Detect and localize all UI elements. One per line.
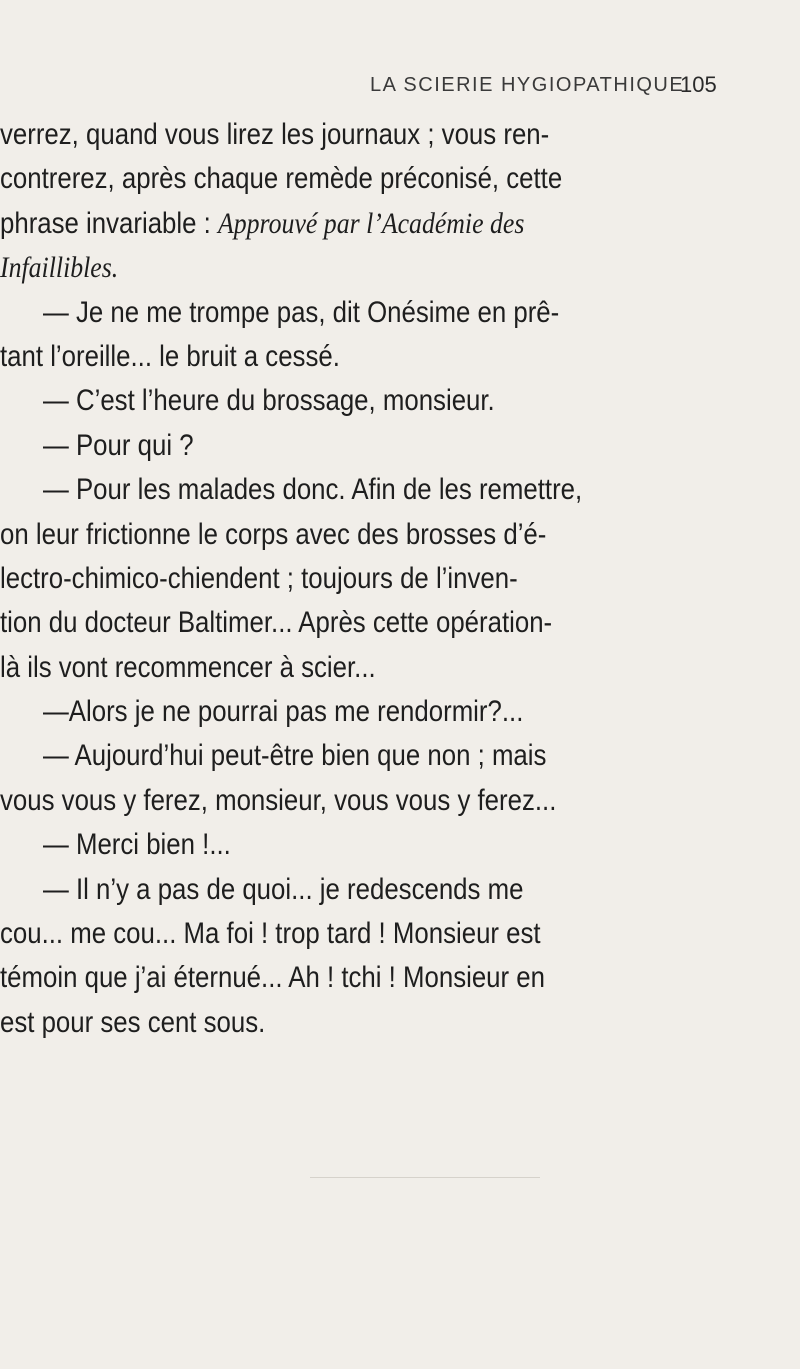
text-line: — Pour qui ? [43, 428, 194, 462]
running-title: LA SCIERIE HYGIOPATHIQUE [370, 74, 685, 96]
text-line: — Je ne me trompe pas, dit Onésime en prê- [43, 295, 560, 329]
text-line: — C’est l’heure du brossage, monsieur. [43, 384, 495, 418]
text-line: — Aujourd’hui peut-être bien que non ; mais [43, 739, 547, 773]
text-line: —Alors je ne pourrai pas me rendormir?... [43, 695, 524, 729]
page-number: 105 [680, 72, 717, 97]
text-line: là ils vont recommencer à scier... [0, 650, 376, 684]
text-line: Infaillibles. [0, 251, 119, 285]
text-line: témoin que j’ai éternué... Ah ! tchi ! Monsieur en [0, 961, 545, 995]
text-line: contrerez, après chaque remède préconisé, cette [0, 162, 563, 196]
text-line: cou... me cou... Ma foi ! trop tard ! Monsieur est [0, 917, 541, 951]
body-text [0, 113, 800, 1045]
text-line: est pour ses cent sous. [0, 1005, 266, 1039]
text-line: phrase invariable : Approuvé par l’Académie des [0, 206, 525, 240]
text-line: tant l’oreille... le bruit a cessé. [0, 339, 340, 373]
text-line: tion du docteur Baltimer... Après cette opération- [0, 606, 553, 640]
text-line: — Merci bien !... [43, 828, 231, 862]
text-line: — Il n’y a pas de quoi... je redescends me [43, 872, 524, 906]
text-line: on leur frictionne le corps avec des brosses d’é- [0, 517, 547, 551]
text-line: vous vous y ferez, monsieur, vous vous y ferez... [0, 783, 557, 817]
text-line: lectro-chimico-chiendent ; toujours de l’inven- [0, 561, 518, 595]
text-line: — Pour les malades donc. Afin de les remettre, [43, 473, 583, 507]
text-line: verrez, quand vous lirez les journaux ; vous ren- [0, 118, 550, 151]
divider [310, 1177, 540, 1178]
italic-phrase: Approuvé par l’Académie des [217, 206, 525, 240]
